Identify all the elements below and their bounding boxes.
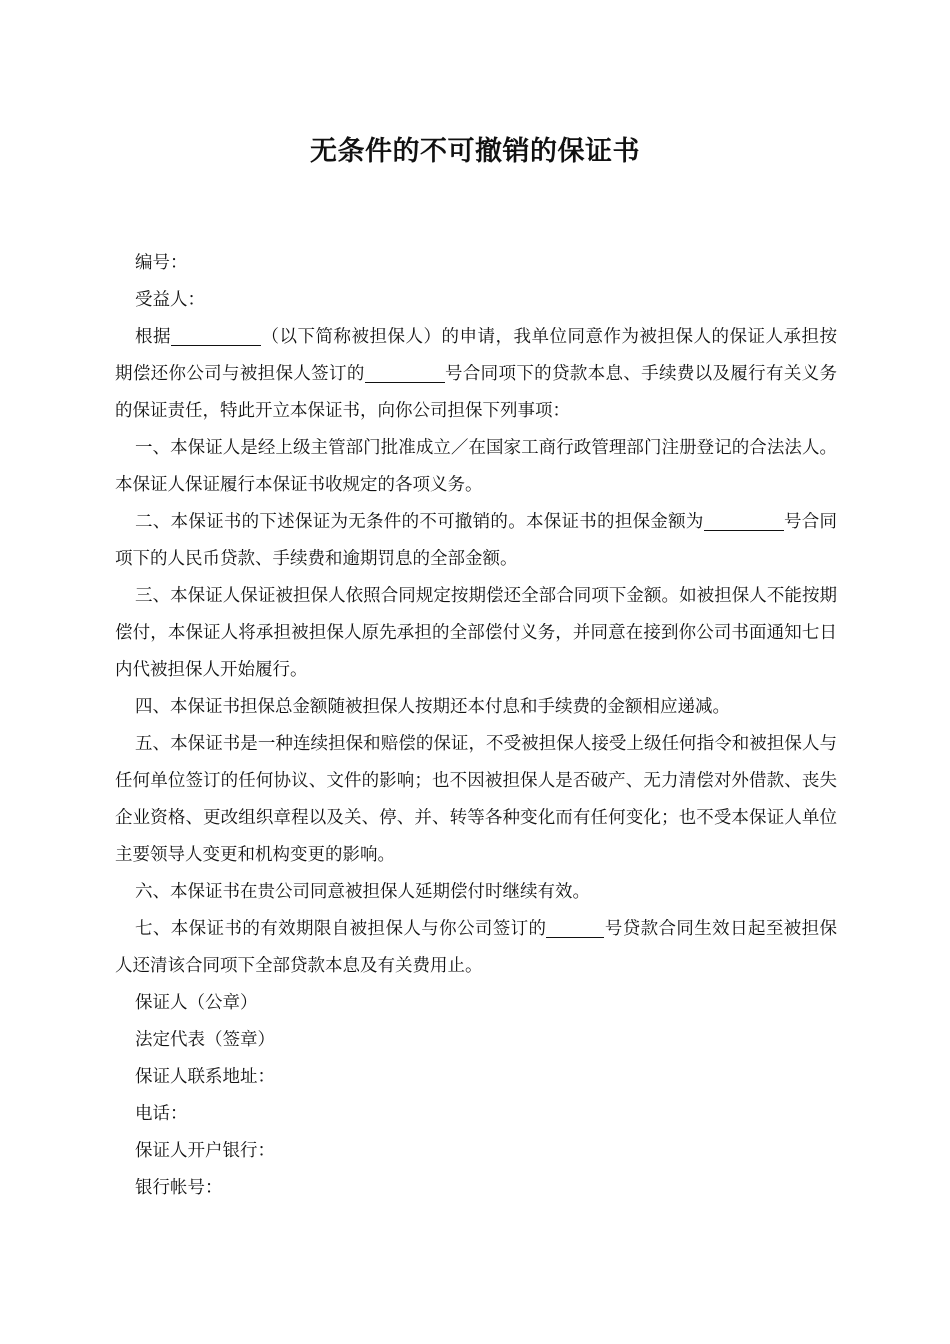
document-body [115,245,837,1207]
contract-number-blank [365,360,445,383]
account-line: 银行帐号： [135,1178,223,1198]
intro-text-2: （以下简称被担保人）的申请，我单位同意作为被担保人的保证人承担按期偿还你公司与被担保人签订的 [115,327,837,384]
guarantee-amount-blank [704,508,784,531]
beneficiary-line: 受益人： [135,290,205,310]
number-line: 编号： [135,253,188,273]
bank-line: 保证人开户银行： [135,1141,275,1161]
intro-paragraph [115,319,837,430]
clause-2-text-1: 二、本保证书的下述保证为无条件的不可撤销的。本保证书的担保金额为 [135,512,704,532]
intro-text-1: 根据 [135,327,171,347]
clause-1: 一、本保证人是经上级主管部门批准成立／在国家工商行政管理部门注册登记的合法法人。本保证人保证履行本保证书收规定的各项义务。 [115,438,837,495]
clause-7 [115,911,837,985]
document-title: 无条件的不可撤销的保证书 [310,136,640,167]
guarantor-seal-line: 保证人（公章） [135,993,258,1013]
clause-5: 五、本保证书是一种连续担保和赔偿的保证，不受被担保人接受上级任何指令和被担保人与任何单位签订的任何协议、文件的影响；也不因被担保人是否破产、无力清偿对外借款、丧失企业资格、更改组织章程以及关、停、并、转等各种变化而有任何变化；也不受本保证人单位主要领导人变更和机构变更的影响。 [115,734,837,865]
clause-2-text-2: 号合同项下的人民币贷款、手续费和逾期罚息的全部金额。 [115,512,838,569]
clause-3: 三、本保证人保证被担保人依照合同规定按期偿还全部合同项下金额。如被担保人不能按期偿付，本保证人将承担被担保人原先承担的全部偿付义务，并同意在接到你公司书面通知七日内代被担保人开始履行。 [115,586,837,680]
applicant-blank [171,323,261,346]
legal-rep-line: 法定代表（签章） [135,1030,275,1050]
clause-7-text-1: 七、本保证书的有效期限自被担保人与你公司签订的 [135,919,547,939]
clause-4: 四、本保证书担保总金额随被担保人按期还本付息和手续费的金额相应递减。 [135,697,730,717]
phone-line: 电话： [135,1104,188,1124]
clause-2 [115,504,837,578]
intro-text-3: 号合同项下的贷款本息、手续费以及履行有关义务的保证责任，特此开立本保证书，向你公司担保下列事项： [115,364,838,421]
clause-6: 六、本保证书在贵公司同意被担保人延期偿付时继续有效。 [135,882,590,902]
clause-7-text-2: 号贷款合同生效日起至被担保人还清该合同项下全部贷款本息及有关费用止。 [115,919,838,976]
loan-contract-blank [546,915,604,938]
address-line: 保证人联系地址： [135,1067,275,1087]
